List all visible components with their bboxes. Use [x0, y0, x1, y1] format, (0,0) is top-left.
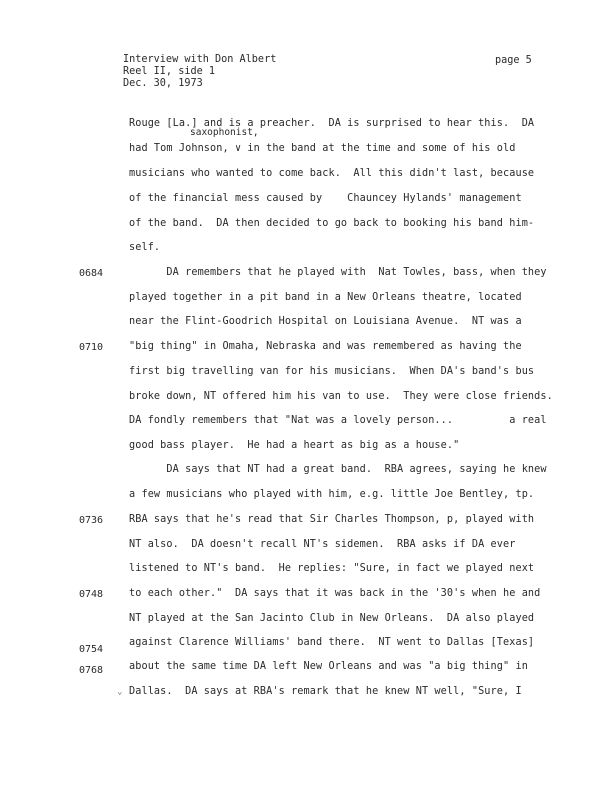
timecode: 0736: [79, 515, 104, 526]
text-line: NT also. DA doesn't recall NT's sidemen. RBA asks if DA ever: [129, 539, 516, 550]
text-line: self.: [129, 242, 161, 253]
text-line: played together in a pit band in a New Orleans theatre, located: [129, 292, 522, 303]
text-line: listened to NT's band. He replies: "Sure, in fact we played next: [129, 563, 535, 574]
timecode: 0768: [79, 665, 104, 676]
text-line: about the same time DA left New Orleans and was "a big thing" in: [129, 661, 528, 672]
text-line: of the band. DA then decided to go back to booking his band him-: [129, 218, 535, 229]
text-line: DA remembers that he played with Nat Towles, bass, when they: [129, 267, 547, 278]
timecode: 0684: [79, 268, 104, 279]
text-line: against Clarence Williams' band there. NT went to Dallas [Texas]: [129, 637, 535, 648]
text-line: first big travelling van for his musicians. When DA's band's bus: [129, 366, 535, 377]
text-line: a few musicians who played with him, e.g. little Joe Bentley, tp.: [129, 489, 535, 500]
text-line: had Tom Johnson, ∨ in the band at the time and some of his old: [129, 143, 516, 154]
text-line: near the Flint-Goodrich Hospital on Louisiana Avenue. NT was a: [129, 316, 522, 327]
text-line: Rouge [La.] and is a preacher. DA is surprised to hear this. DA: [129, 118, 535, 129]
text-line: musicians who wanted to come back. All this didn't last, because: [129, 168, 535, 179]
text-line: broke down, NT offered him his van to use. They were close friends.: [129, 391, 553, 402]
page-number: page 5: [495, 55, 532, 66]
timecode: 0710: [79, 342, 104, 353]
text-line: "big thing" in Omaha, Nebraska and was remembered as having the: [129, 341, 522, 352]
text-line: to each other." DA says that it was back in the '30's when he and: [129, 588, 541, 599]
text-line: DA fondly remembers that "Nat was a lovely person... a real: [129, 415, 547, 426]
timecode: 0754: [79, 644, 104, 655]
interview-title: Interview with Don Albert: [123, 54, 277, 65]
handwritten-insertion: saxophonist,: [190, 127, 259, 138]
interview-date: Dec. 30, 1973: [123, 78, 203, 89]
text-line: of the financial mess caused by Chauncey Hylands' management: [129, 193, 522, 204]
timecode: 0748: [79, 589, 104, 600]
text-line: good bass player. He had a heart as big as a house.": [129, 440, 460, 451]
text-line: Dallas. DA says at RBA's remark that he knew NT well, "Sure, I: [129, 686, 522, 697]
margin-check-mark: ⌄: [117, 687, 123, 697]
reel-side: Reel II, side 1: [123, 66, 216, 77]
text-line: DA says that NT had a great band. RBA agrees, saying he knew: [129, 464, 547, 475]
text-line: NT played at the San Jacinto Club in New Orleans. DA also played: [129, 613, 535, 624]
text-line: RBA says that he's read that Sir Charles Thompson, p, played with: [129, 514, 535, 525]
